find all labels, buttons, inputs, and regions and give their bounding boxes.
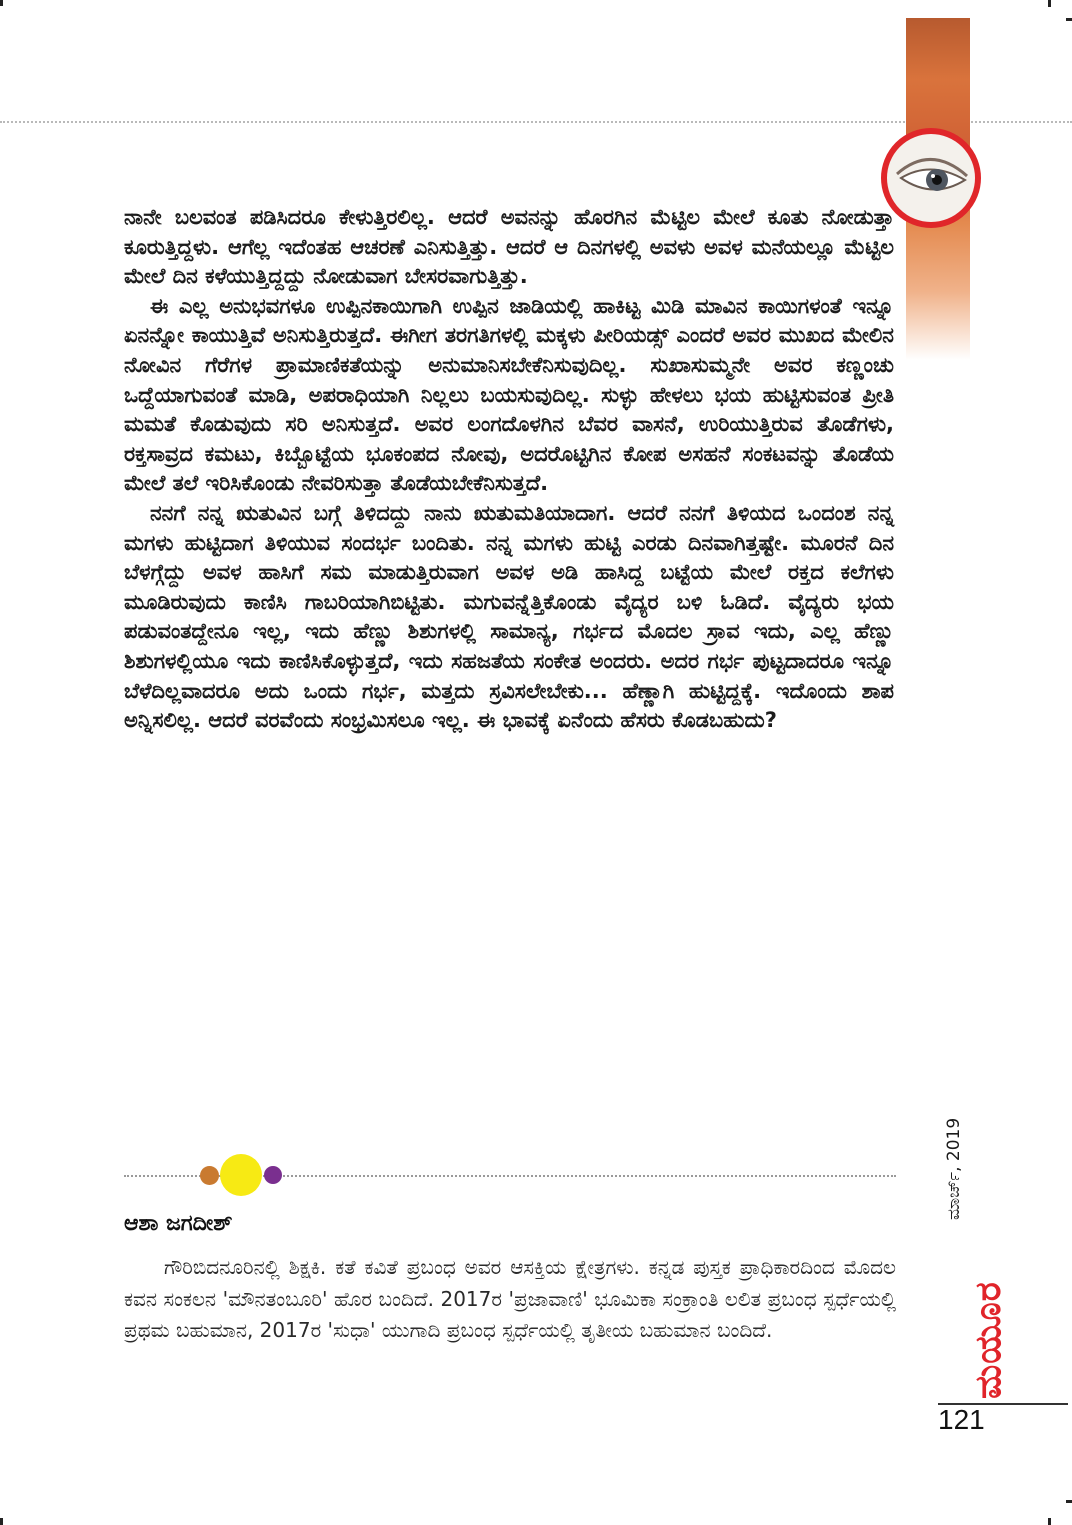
magazine-logo: ಮಯೂರ — [968, 1281, 1009, 1399]
crop-mark-bottom-left — [0, 1518, 3, 1525]
crop-mark-right-top — [1066, 18, 1072, 21]
issue-date: ಮಾರ್ಚ್, 2019 — [944, 1117, 964, 1220]
author-bio — [124, 1252, 896, 1347]
eye-illustration-icon — [881, 128, 981, 228]
crop-mark-top-right — [1048, 0, 1051, 7]
body-paragraph: ಈ ಎಲ್ಲ ಅನುಭವಗಳೂ ಉಪ್ಪಿನಕಾಯಿಗಾಗಿ ಉಪ್ಪಿನ ಜಾಡಿಯಲ್ಲಿ ಹಾಕಿಟ್ಟ ಮಿಡಿ ಮಾವಿನ ಕಾಯಿಗಳಂತೆ ಇನ್ನೂ ಏನನ್ನೋ ಕಾಯುತ್ತಿವೆ ಅನಿಸುತ್ತಿರುತ್ತದೆ. ಈಗೀಗ ತರಗತಿಗಳಲ್ಲಿ ಮಕ್ಕಳು ಪೀರಿಯಡ್ಸ್ ಎಂದರೆ ಅವರ ಮುಖದ ಮೇಲಿನ ನೋವಿನ ಗೆರೆಗಳ ಪ್ರಾಮಾಣಿಕತೆಯನ್ನು ಅನುಮಾನಿಸಬೇಕೆನಿಸುವುದಿಲ್ಲ. ಸುಖಾಸುಮ್ಮನೇ ಅವರ ಕಣ್ಣಂಚು ಒದ್ದೆಯಾಗುವಂತೆ ಮಾಡಿ, ಅಪರಾಧಿಯಾಗಿ ನಿಲ್ಲಲು ಬಯಸುವುದಿಲ್ಲ. ಸುಳ್ಳು ಹೇಳಲು ಭಯ ಹುಟ್ಟಿಸುವಂತ ಪ್ರೀತಿ ಮಮತೆ ಕೊಡುವುದು ಸರಿ ಅನಿಸುತ್ತದೆ. ಅವರ ಲಂಗದೊಳಗಿನ ಬೆವರ ವಾಸನೆ, ಉರಿಯುತ್ತಿರುವ ತೊಡೆಗಳು, ರಕ್ತಸಾವ್ರದ ಕಮಟು, ಕಿಬ್ಬೊಟ್ಟೆಯ ಭೂಕಂಪದ ನೋವು, ಅದರೊಟ್ಟಿಗಿನ ಕೋಪ ಅಸಹನೆ ಸಂಕಟವನ್ನು ತೊಡೆಯ ಮೇಲೆ ತಲೆ ಇರಿಸಿಕೊಂಡು ನೇವರಿಸುತ್ತಾ ತೊಡೆಯಬೇಕೆನಿಸುತ್ತದೆ. — [124, 293, 894, 496]
divider-dot-orange — [200, 1166, 219, 1185]
crop-mark-right-bottom — [1066, 1500, 1072, 1503]
divider-dot-purple — [264, 1166, 282, 1184]
author-name: ಆಶಾ ಜಗದೀಶ್ — [124, 1211, 233, 1236]
article-body — [124, 203, 894, 736]
author-bio-text: ಗೌರಿಬಿದನೂರಿನಲ್ಲಿ ಶಿಕ್ಷಕಿ. ಕತೆ ಕವಿತೆ ಪ್ರಬಂಧ ಅವರ ಆಸಕ್ತಿಯ ಕ್ಷೇತ್ರಗಳು. ಕನ್ನಡ ಪುಸ್ತಕ ಪ್ರಾಧಿಕಾರದಿಂದ ಮೊದಲ ಕವನ ಸಂಕಲನ 'ಮೌನತಂಬೂರಿ' ಹೊರ ಬಂದಿದೆ. 2017ರ 'ಪ್ರಜಾವಾಣಿ' ಭೂಮಿಕಾ ಸಂಕ್ರಾಂತಿ ಲಲಿತ ಪ್ರಬಂಧ ಸ್ಪರ್ಧೆಯಲ್ಲಿ ಪ್ರಥಮ ಬಹುಮಾನ, 2017ರ 'ಸುಧಾ' ಯುಗಾದಿ ಪ್ರಬಂಧ ಸ್ಪರ್ಧೆಯಲ್ಲಿ ತೃತೀಯ ಬಹುಮಾನ ಬಂದಿದೆ. — [124, 1255, 896, 1342]
divider-dot-yellow — [220, 1154, 262, 1196]
crop-mark-bottom-right — [1048, 1518, 1051, 1525]
page-number: 121 — [938, 1404, 985, 1435]
body-paragraph: ನನಗೆ ನನ್ನ ಋತುವಿನ ಬಗ್ಗೆ ತಿಳಿದದ್ದು ನಾನು ಋತುಮತಿಯಾದಾಗ. ಆದರೆ ನನಗೆ ತಿಳಿಯದ ಒಂದಂಶ ನನ್ನ ಮಗಳು ಹುಟ್ಟಿದಾಗ ತಿಳಿಯುವ ಸಂದರ್ಭ ಬಂದಿತು. ನನ್ನ ಮಗಳು ಹುಟ್ಟಿ ಎರಡು ದಿನವಾಗಿತ್ತಷ್ಟೇ. ಮೂರನೆ ದಿನ ಬೆಳಗ್ಗೆದ್ದು ಅವಳ ಹಾಸಿಗೆ ಸಮ ಮಾಡುತ್ತಿರುವಾಗ ಅವಳ ಅಡಿ ಹಾಸಿದ್ದ ಬಟ್ಟೆಯ ಮೇಲೆ ರಕ್ತದ ಕಲೆಗಳು ಮೂಡಿರುವುದು ಕಾಣಿಸಿ ಗಾಬರಿಯಾಗಿಬಿಟ್ಟಿತು. ಮಗುವನ್ನೆತ್ತಿಕೊಂಡು ವೈದ್ಯರ ಬಳಿ ಓಡಿದೆ. ವೈದ್ಯರು ಭಯ ಪಡುವಂತದ್ದೇನೂ ಇಲ್ಲ, ಇದು ಹೆಣ್ಣು ಶಿಶುಗಳಲ್ಲಿ ಸಾಮಾನ್ಯ, ಗರ್ಭದ ಮೊದಲ ಸ್ರಾವ ಇದು, ಎಲ್ಲ ಹೆಣ್ಣು ಶಿಶುಗಳಲ್ಲಿಯೂ ಇದು ಕಾಣಿಸಿಕೊಳ್ಳುತ್ತದೆ, ಇದು ಸಹಜತೆಯ ಸಂಕೇತ ಅಂದರು. ಅದರ ಗರ್ಭ ಪುಟ್ಟದಾದರೂ ಇನ್ನೂ ಬೆಳೆದಿಲ್ಲವಾದರೂ ಅದು ಒಂದು ಗರ್ಭ, ಮತ್ತದು ಸ್ರವಿಸಲೇಬೇಕು... ಹೆಣ್ಣಾಗಿ ಹುಟ್ಟಿದ್ದಕ್ಕೆ. ಇದೊಂದು ಶಾಪ ಅನ್ನಿಸಲಿಲ್ಲ. ಆದರೆ ವರವೆಂದು ಸಂಭ್ರಮಿಸಲೂ ಇಲ್ಲ. ಈ ಭಾವಕ್ಕೆ ಏನೆಂದು ಹೆಸರು ಕೊಡಬಹುದು? — [124, 500, 894, 733]
body-paragraph: ನಾನೇ ಬಲವಂತ ಪಡಿಸಿದರೂ ಕೇಳುತ್ತಿರಲಿಲ್ಲ. ಆದರೆ ಅವನನ್ನು ಹೊರಗಿನ ಮೆಟ್ಟಿಲ ಮೇಲೆ ಕೂತು ನೋಡುತ್ತಾ ಕೂರುತ್ತಿದ್ದಳು. ಆಗೆಲ್ಲ ಇದೆಂತಹ ಆಚರಣೆ ಎನಿಸುತ್ತಿತ್ತು. ಆದರೆ ಆ ದಿನಗಳಲ್ಲಿ ಅವಳು ಅವಳ ಮನೆಯಲ್ಲೂ ಮೆಟ್ಟಿಲ ಮೇಲೆ ದಿನ ಕಳೆಯುತ್ತಿದ್ದದ್ದು ನೋಡುವಾಗ ಬೇಸರವಾಗುತ್ತಿತ್ತು. — [124, 205, 894, 289]
crop-mark-top-left — [0, 0, 3, 6]
